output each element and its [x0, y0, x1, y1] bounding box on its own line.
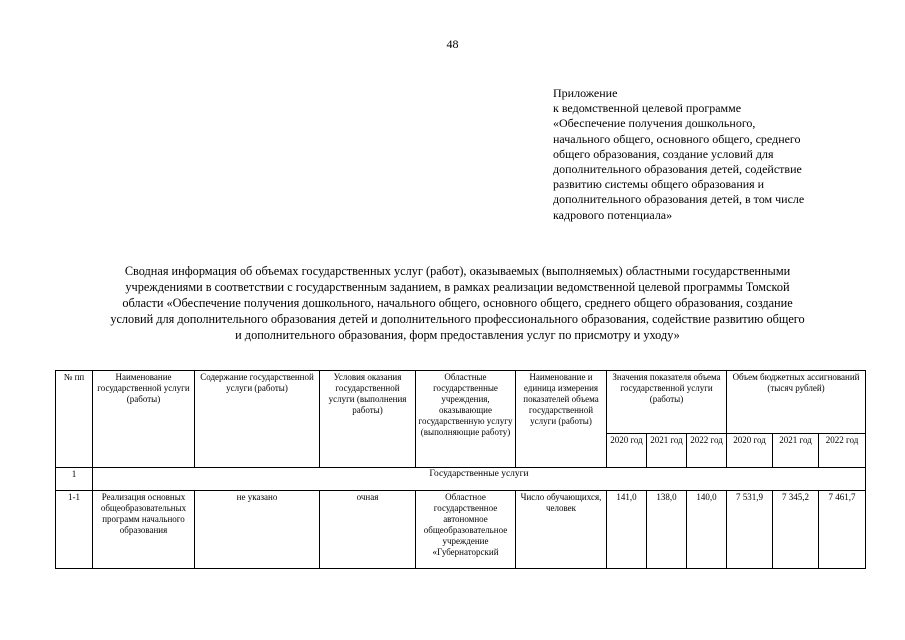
section-num: 1: [56, 468, 93, 491]
summary-title-line: учреждениями в соответствии с государственным заданием, в рамках реализации ведомственной целевой программы Томской: [125, 280, 790, 294]
appendix-line: Приложение: [553, 86, 618, 100]
header-service-content: Содержание государственной услуги (работы): [195, 371, 320, 468]
summary-title-line: Сводная информация об объемах государственных услуг (работ), оказываемых (выполняемых) областными государственными: [124, 264, 791, 278]
row-conditions: очная: [320, 491, 416, 569]
row-value-2021: 138,0: [647, 491, 687, 569]
row-value-2022: 140,0: [687, 491, 727, 569]
summary-title-line: и дополнительного образования, форм предоставления услуг по присмотру и уходу»: [235, 328, 680, 342]
appendix-line: к ведомственной целевой программе: [553, 101, 742, 116]
row-budget-2022: 7 461,7: [819, 491, 866, 569]
appendix-header: [553, 86, 873, 223]
header-year: 2021 год: [647, 434, 687, 468]
section-row: [56, 468, 866, 491]
appendix-line: развитию системы общего образования и: [553, 177, 765, 192]
summary-title-line: области «Обеспечение получения дошкольного, начального общего, основного общего, среднего общего образования, создание: [122, 296, 793, 310]
header-year: 2020 год: [727, 434, 773, 468]
appendix-line: общего образования, создание условий для: [553, 146, 774, 161]
services-table: [55, 370, 866, 569]
row-service-content: не указано: [195, 491, 320, 569]
row-institutions: Областное государственное автономное общеобразовательное учреждение «Губернаторский: [416, 491, 516, 569]
summary-title: [55, 263, 860, 343]
header-budget: Объем бюджетных ассигнований (тысяч рублей): [727, 371, 866, 434]
row-num: 1-1: [56, 491, 93, 569]
row-budget-2021: 7 345,2: [773, 491, 819, 569]
header-year: 2022 год: [819, 434, 866, 468]
appendix-line: «Обеспечение получения дошкольного,: [553, 116, 756, 131]
header-service-name: Наименование государственной услуги (работы): [93, 371, 195, 468]
header-year: 2022 год: [687, 434, 727, 468]
appendix-line: дополнительного образования детей, содействие: [553, 162, 802, 177]
header-num: № пп: [56, 371, 93, 468]
summary-title-line: условий для дополнительного образования детей и дополнительного профессионального образования, содействие развитию общего: [110, 312, 805, 326]
header-institutions: Областные государственные учреждения, оказывающие государственную услугу (выполняющие работу): [416, 371, 516, 468]
header-conditions: Условия оказания государственной услуги (выполнения работы): [320, 371, 416, 468]
header-unit: Наименование и единица измерения показателей объема государственной услуги (работы): [516, 371, 607, 468]
appendix-line: кадрового потенциала»: [553, 207, 673, 222]
table-header-row: [56, 371, 866, 434]
page-number: 48: [446, 37, 459, 51]
appendix-line: начального общего, основного общего, среднего: [553, 131, 801, 146]
header-indicator-values: Значения показателя объема государственной услуги (работы): [607, 371, 727, 434]
row-unit: Число обучающихся, человек: [516, 491, 607, 569]
header-year: 2021 год: [773, 434, 819, 468]
row-service-name: Реализация основных общеобразовательных программ начального образования: [93, 491, 195, 569]
header-year: 2020 год: [607, 434, 647, 468]
table-row: [56, 491, 866, 569]
row-value-2020: 141,0: [607, 491, 647, 569]
appendix-line: дополнительного образования детей, в том числе: [553, 192, 805, 207]
row-budget-2020: 7 531,9: [727, 491, 773, 569]
section-label: Государственные услуги: [93, 468, 866, 491]
